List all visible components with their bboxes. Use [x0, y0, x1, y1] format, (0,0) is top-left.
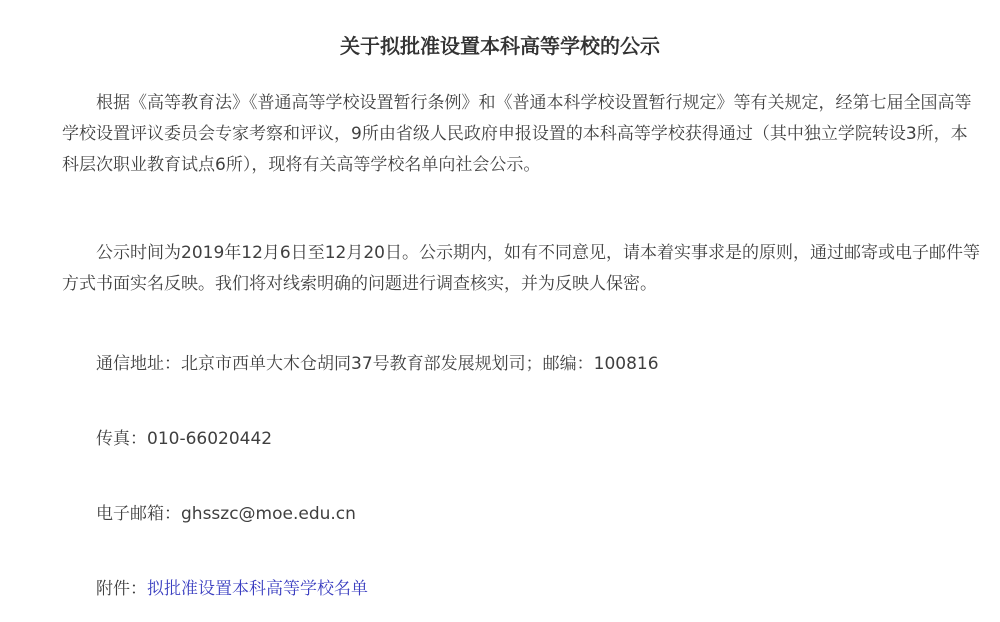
paragraph-publicity-period: 公示时间为2019年12月6日至12月20日。公示期内，如有不同意见，请本着实事求是的原则，通过邮寄或电子邮件等方式书面实名反映。我们将对线索明确的问题进行调查核实，并为反映人保密。 [62, 243, 980, 294]
contact-fax: 传真：010-66020442 [96, 429, 273, 449]
contact-email: 电子邮箱：ghsszc@moe.edu.cn [96, 504, 356, 524]
contact-address: 通信地址：北京市西单大木仓胡同37号教育部发展规划司；邮编：100816 [96, 354, 659, 374]
attachment-link[interactable]: 拟批准设置本科高等学校名单 [147, 579, 368, 599]
attachment-label: 附件： [96, 579, 147, 599]
page-title: 关于拟批准设置本科高等学校的公示 [340, 34, 660, 58]
attachment-line [62, 574, 982, 605]
paragraph-regulations: 根据《高等教育法》《普通高等学校设置暂行条例》和《普通本科学校设置暂行规定》等有关规定，经第七届全国高等学校设置评议委员会专家考察和评议，9所由省级人民政府申报设置的本科高等学校获得通过（其中独立学院转设3所，本科层次职业教育试点6所），现将有关高等学校名单向社会公示。 [62, 93, 972, 175]
